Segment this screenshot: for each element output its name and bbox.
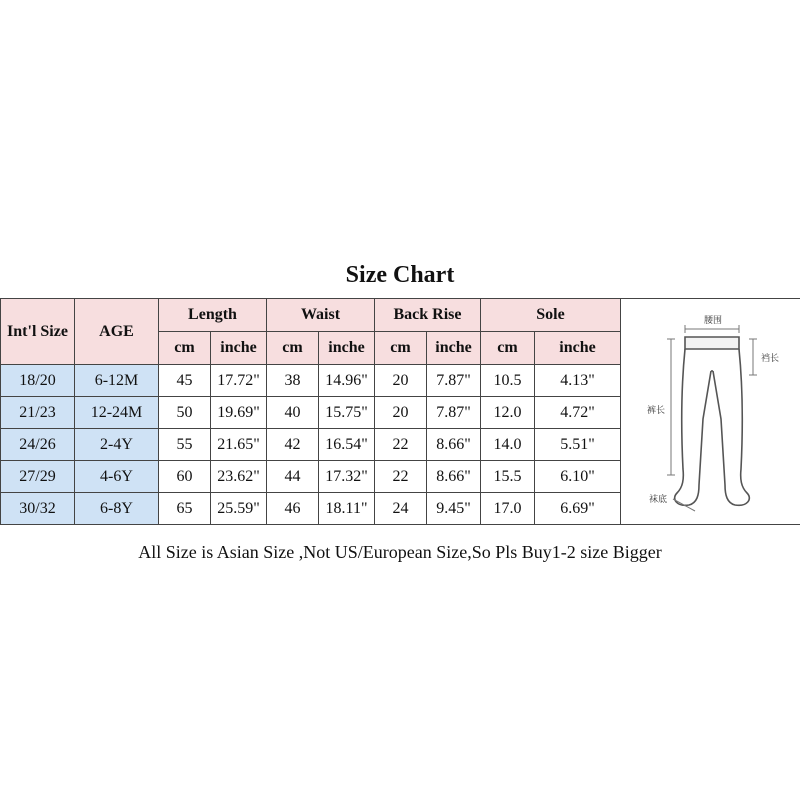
value-cell: 20 [375,397,427,429]
value-cell: 20 [375,365,427,397]
age-cell: 6-8Y [75,493,159,525]
value-cell: 7.87" [427,397,481,429]
tights-diagram-cell [621,299,800,525]
value-cell: 17.0 [481,493,535,525]
size-note: All Size is Asian Size ,Not US/European Size,So Pls Buy1-2 size Bigger [138,542,662,562]
rise-label: 裆长 [760,354,779,364]
value-cell: 15.75" [319,397,375,429]
header-waist: Waist [267,299,375,332]
header-intl-size: Int'l Size [1,299,75,365]
value-cell: 7.87" [427,365,481,397]
sole-line [673,499,695,511]
page-title: Size Chart [345,262,455,288]
value-cell: 23.62" [211,461,267,493]
waist-label: 腰围 [703,316,722,326]
value-cell: 21.65" [211,429,267,461]
value-cell: 5.51" [535,429,621,461]
size-cell: 21/23 [1,397,75,429]
value-cell: 18.11" [319,493,375,525]
sole-label: 袜底 [648,495,667,505]
header-back-rise: Back Rise [375,299,481,332]
value-cell: 6.10" [535,461,621,493]
size-chart-table [0,298,800,525]
value-cell: 8.66" [427,429,481,461]
value-cell: 8.66" [427,461,481,493]
value-cell: 12.0 [481,397,535,429]
value-cell: 45 [159,365,211,397]
value-cell: 25.59" [211,493,267,525]
tights-outline-icon [674,337,749,505]
unit-cell: cm [267,332,319,365]
value-cell: 15.5 [481,461,535,493]
value-cell: 6.69" [535,493,621,525]
value-cell: 10.5 [481,365,535,397]
value-cell: 65 [159,493,211,525]
unit-cell: inche [535,332,621,365]
header-length: Length [159,299,267,332]
unit-cell: inche [427,332,481,365]
value-cell: 42 [267,429,319,461]
value-cell: 4.13" [535,365,621,397]
value-cell: 55 [159,429,211,461]
value-cell: 44 [267,461,319,493]
value-cell: 38 [267,365,319,397]
value-cell: 22 [375,429,427,461]
unit-cell: inche [319,332,375,365]
header-sole: Sole [481,299,621,332]
value-cell: 14.96" [319,365,375,397]
unit-cell: inche [211,332,267,365]
unit-cell: cm [159,332,211,365]
value-cell: 46 [267,493,319,525]
age-cell: 2-4Y [75,429,159,461]
value-cell: 9.45" [427,493,481,525]
unit-cell: cm [481,332,535,365]
value-cell: 4.72" [535,397,621,429]
size-cell: 30/32 [1,493,75,525]
value-cell: 19.69" [211,397,267,429]
value-cell: 22 [375,461,427,493]
value-cell: 60 [159,461,211,493]
size-cell: 24/26 [1,429,75,461]
tights-diagram [637,299,787,519]
value-cell: 50 [159,397,211,429]
age-cell: 12-24M [75,397,159,429]
value-cell: 17.72" [211,365,267,397]
value-cell: 16.54" [319,429,375,461]
value-cell: 24 [375,493,427,525]
unit-cell: cm [375,332,427,365]
value-cell: 14.0 [481,429,535,461]
header-age: AGE [75,299,159,365]
value-cell: 40 [267,397,319,429]
size-cell: 18/20 [1,365,75,397]
age-cell: 4-6Y [75,461,159,493]
size-cell: 27/29 [1,461,75,493]
value-cell: 17.32" [319,461,375,493]
length-label: 裤长 [646,406,665,416]
age-cell: 6-12M [75,365,159,397]
